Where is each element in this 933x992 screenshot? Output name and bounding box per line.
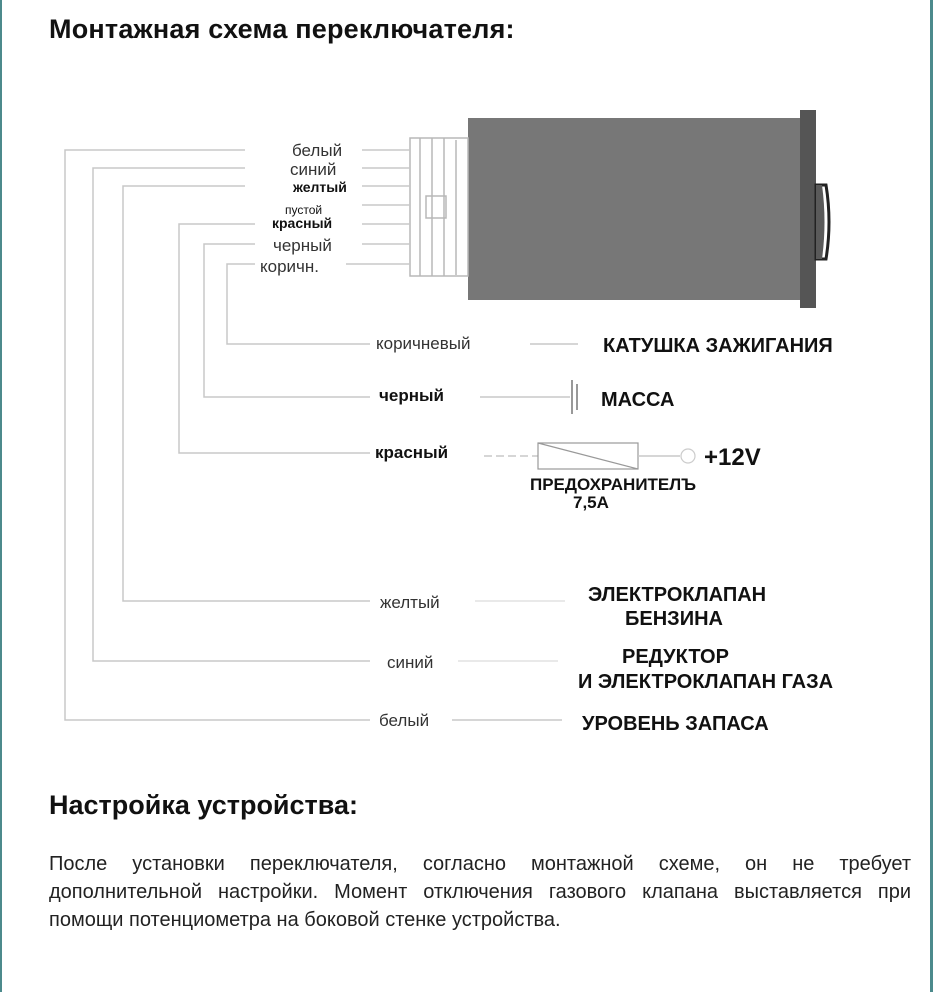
page-title: Монтажная схема переключателя: bbox=[49, 14, 515, 44]
setup-paragraph: После установки переключателя, согласно монтажной схеме, он не требует дополнительной настройки. Момент отключения газового клапана выставляется при помощи потенциометра на боковой стенке устройства. bbox=[49, 853, 911, 931]
section-title: Настройка устройства: bbox=[49, 790, 359, 820]
fuse-label: ПРЕДОХРАНИТЕЛЪ bbox=[530, 475, 696, 494]
connector-label-red: красный bbox=[272, 215, 333, 231]
wire-label-blue: синий bbox=[387, 653, 434, 672]
dest-ground: МАССА bbox=[601, 389, 675, 411]
switch-end-plate bbox=[800, 110, 816, 308]
connector-label-blue: синий bbox=[290, 160, 337, 179]
dest-reducer-1: РЕДУКТОР bbox=[622, 646, 729, 668]
wire-stubs bbox=[346, 150, 410, 264]
connector-label-brown: коричн. bbox=[260, 257, 320, 276]
connector-label-empty: пустой bbox=[285, 203, 323, 217]
wire-label-brown: коричневый bbox=[376, 334, 471, 353]
wire-label-yellow: желтый bbox=[380, 593, 440, 612]
fuse-rating: 7,5А bbox=[573, 493, 609, 512]
dest-reducer-2: И ЭЛЕКТРОКЛАПАН ГАЗА bbox=[578, 671, 834, 693]
wire-label-red: красный bbox=[375, 443, 449, 462]
fuse-symbol bbox=[538, 443, 638, 469]
switch-knob-shade bbox=[816, 185, 825, 259]
connector-label-black: черный bbox=[273, 236, 332, 255]
terminal-12v-icon bbox=[681, 449, 695, 463]
switch-body bbox=[468, 118, 801, 300]
wire-label-black: черный bbox=[379, 386, 444, 405]
connector-label-yellow: желтый bbox=[293, 179, 347, 195]
dest-petrol-valve-2: БЕНЗИНА bbox=[625, 608, 723, 630]
dest-reserve-level: УРОВЕНЬ ЗАПАСА bbox=[582, 713, 769, 735]
connector-label-white: белый bbox=[292, 141, 343, 160]
dest-12v: +12V bbox=[704, 444, 761, 471]
wire-label-white: белый bbox=[379, 711, 430, 730]
ground-symbol bbox=[572, 380, 577, 414]
connector-block bbox=[410, 138, 468, 276]
dest-petrol-valve-1: ЭЛЕКТРОКЛАПАН bbox=[588, 584, 767, 606]
dest-ignition-coil: КАТУШКА ЗАЖИГАНИЯ bbox=[603, 335, 833, 357]
